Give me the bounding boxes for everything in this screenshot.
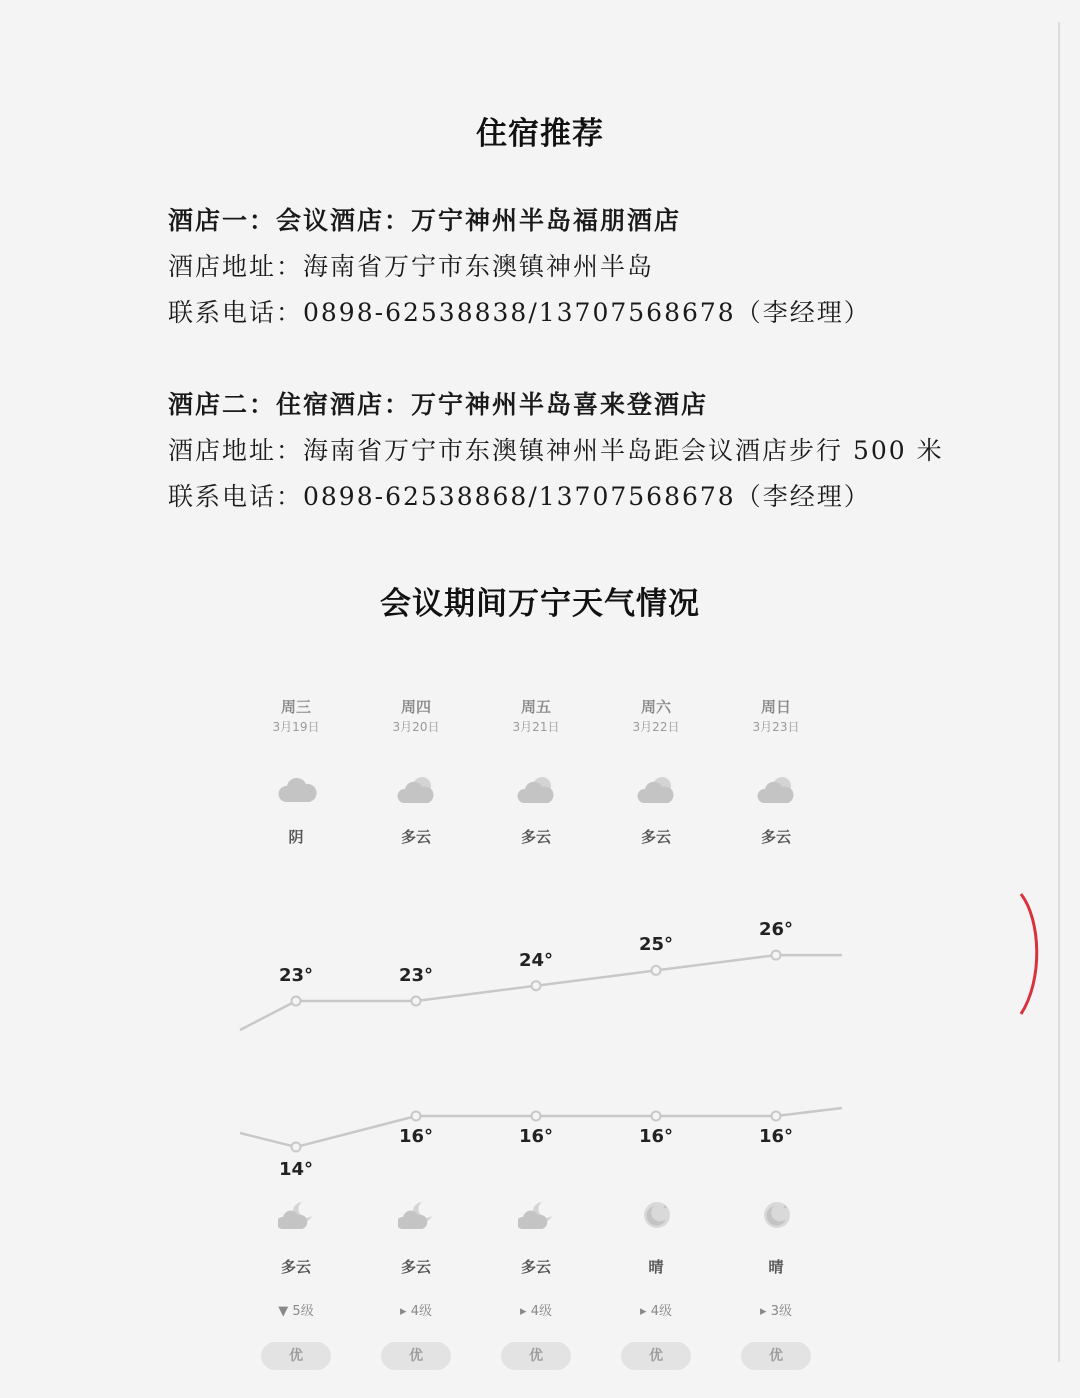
hotel-heading: 酒店二：住宿酒店：万宁神州半岛喜来登酒店 bbox=[168, 390, 709, 419]
weekday-label: 周三 bbox=[280, 698, 311, 716]
air-quality-badge: 优 bbox=[381, 1342, 451, 1370]
forecast-day-column bbox=[716, 690, 836, 1380]
weekday-label: 周日 bbox=[760, 698, 791, 716]
wind-level: ▸ 4级 bbox=[520, 1304, 552, 1319]
weekday-label: 周六 bbox=[640, 698, 671, 716]
weekday-label: 周四 bbox=[400, 698, 431, 716]
weekday-label: 周五 bbox=[520, 698, 551, 716]
cloudy-night-icon bbox=[518, 1198, 556, 1232]
hotel-phone: 联系电话：0898-62538838/13707568678（李经理） bbox=[168, 298, 871, 327]
wind-level: ▸ 3级 bbox=[760, 1304, 792, 1319]
air-quality-badge: 优 bbox=[621, 1342, 691, 1370]
hotel-address: 酒店地址：海南省万宁市东澳镇神州半岛距会议酒店步行 500 米 bbox=[168, 436, 944, 465]
overcast-cloud-icon bbox=[276, 774, 318, 806]
hotel-block-2 bbox=[168, 390, 1048, 528]
date-label: 3月20日 bbox=[392, 720, 440, 734]
day-condition: 多云 bbox=[400, 828, 431, 846]
air-quality-badge: 优 bbox=[261, 1342, 331, 1370]
high-temp-label: 26° bbox=[758, 919, 794, 941]
low-temp-label: 14° bbox=[278, 1159, 314, 1180]
night-condition: 多云 bbox=[280, 1258, 311, 1276]
hotel-address: 酒店地址：海南省万宁市东澳镇神州半岛 bbox=[168, 252, 655, 281]
high-temp-label: 23° bbox=[398, 965, 434, 986]
high-temp-label: 23° bbox=[278, 965, 314, 986]
wind-level: ▼ 5级 bbox=[278, 1304, 314, 1319]
forecast-day-column bbox=[596, 690, 716, 1380]
day-condition: 多云 bbox=[520, 828, 551, 846]
partly-cloudy-icon bbox=[396, 774, 438, 806]
wind-level: ▸ 4级 bbox=[640, 1304, 672, 1319]
night-condition: 晴 bbox=[768, 1258, 784, 1276]
low-temp-label: 16° bbox=[758, 1126, 794, 1147]
date-label: 3月23日 bbox=[752, 720, 800, 734]
moon-icon bbox=[638, 1198, 676, 1232]
forecast-day-column bbox=[476, 690, 596, 1380]
night-condition: 多云 bbox=[400, 1258, 431, 1276]
low-temp-label: 16° bbox=[518, 1126, 554, 1147]
partly-cloudy-icon bbox=[516, 774, 558, 806]
page-edge bbox=[1058, 22, 1060, 1362]
wind-level: ▸ 4级 bbox=[400, 1304, 432, 1319]
date-label: 3月19日 bbox=[272, 720, 320, 734]
day-condition: 多云 bbox=[760, 828, 791, 846]
night-condition: 多云 bbox=[520, 1258, 551, 1276]
low-temp-label: 16° bbox=[638, 1126, 674, 1147]
high-temp-label: 24° bbox=[518, 949, 554, 971]
hotel-heading: 酒店一：会议酒店：万宁神州半岛福朋酒店 bbox=[168, 206, 682, 235]
hotel-block-1 bbox=[168, 206, 1048, 344]
seal-stamp-edge bbox=[1015, 890, 1045, 1020]
cloudy-night-icon bbox=[398, 1198, 436, 1232]
moon-icon bbox=[758, 1198, 796, 1232]
lodging-title: 住宿推荐 bbox=[476, 116, 604, 152]
day-condition: 多云 bbox=[640, 828, 671, 846]
date-label: 3月22日 bbox=[632, 720, 680, 734]
date-label: 3月21日 bbox=[512, 720, 560, 734]
air-quality-badge: 优 bbox=[501, 1342, 571, 1370]
weather-title: 会议期间万宁天气情况 bbox=[380, 586, 700, 622]
hotel-phone: 联系电话：0898-62538868/13707568678（李经理） bbox=[168, 482, 871, 511]
cloudy-night-icon bbox=[278, 1198, 316, 1232]
day-condition: 阴 bbox=[288, 828, 304, 846]
high-temp-label: 25° bbox=[638, 934, 674, 956]
forecast-day-column bbox=[236, 690, 356, 1380]
partly-cloudy-icon bbox=[636, 774, 678, 806]
forecast-day-column bbox=[356, 690, 476, 1380]
partly-cloudy-icon bbox=[756, 774, 798, 806]
air-quality-badge: 优 bbox=[741, 1342, 811, 1370]
night-condition: 晴 bbox=[648, 1258, 664, 1276]
weather-forecast bbox=[236, 690, 846, 1380]
low-temp-label: 16° bbox=[398, 1126, 434, 1147]
